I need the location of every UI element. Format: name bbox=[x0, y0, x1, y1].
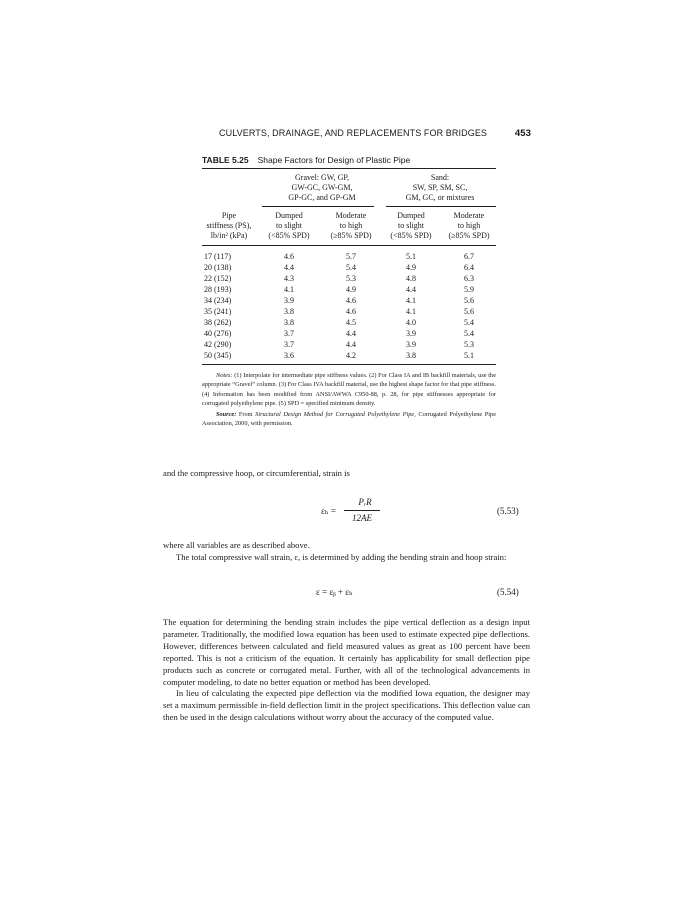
body-paragraph-3: The equation for determining the bending strain includes the pipe vertical deflection as a design input parameter. Traditionally, the modified Iowa equation has been used to estimate expected pipe deflections. However, differences between calculated and field measured values as great as 100 percent have been reported. This is not a criticism of the equation. It certainly has applicability for small deflection pipe products such as concrete or corrugated metal. Further, with all of the technological advancements in computer modeling, to date no better equation or method has been developed. In lieu of calculating the expected pipe deflection via the modified Iowa equation, the designer may set a maximum permissible in-field deflection limit in the project specifications. This deflection value can then be used in the design calculations without worry about the accuracy of the computed value. bbox=[163, 617, 530, 723]
table-cell-value: 3.9 bbox=[406, 329, 416, 338]
header-bottom-rule bbox=[202, 245, 496, 246]
table-cell-value: 4.8 bbox=[406, 274, 416, 283]
table-notes bbox=[202, 371, 496, 428]
header-gravel-dumped: Dumped to slight (<85% SPD) bbox=[268, 211, 310, 240]
table-cell-value: 3.8 bbox=[284, 307, 294, 316]
table-cell-value: 5.1 bbox=[464, 351, 474, 360]
table-cell-value: 5.6 bbox=[464, 296, 474, 305]
table-caption bbox=[202, 155, 410, 165]
table-cell-value: 6.3 bbox=[464, 274, 474, 283]
table-cell-stiffness: 38 (262) bbox=[204, 318, 232, 327]
body-paragraph-1: and the compressive hoop, or circumferential, strain is bbox=[163, 468, 350, 478]
table-cell-value: 3.7 bbox=[284, 329, 294, 338]
table-cell-value: 6.4 bbox=[464, 263, 474, 272]
table-cell-value: 4.4 bbox=[284, 263, 294, 272]
table-cell-value: 4.9 bbox=[406, 263, 416, 272]
header-gravel: Gravel: GW, GP, GW-GC, GW-GM, GP-GC, and GP-GM bbox=[288, 173, 356, 202]
table-cell-value: 4.5 bbox=[346, 318, 356, 327]
eq54-expression: ε = εᵦ + εₕ bbox=[316, 587, 353, 597]
table-cell-value: 4.4 bbox=[406, 285, 416, 294]
table-cell-value: 5.6 bbox=[464, 307, 474, 316]
table-top-rule bbox=[202, 168, 496, 169]
table-cell-stiffness: 34 (234) bbox=[204, 296, 232, 305]
header-pipe-stiffness: Pipe stiffness (PS), lb/in² (kPa) bbox=[206, 211, 252, 240]
table-cell-value: 6.7 bbox=[464, 252, 474, 261]
table-cell-value: 3.7 bbox=[284, 340, 294, 349]
table-cell-value: 4.1 bbox=[406, 307, 416, 316]
eq53-fraction-bar bbox=[344, 510, 380, 511]
table-cell-value: 3.9 bbox=[284, 296, 294, 305]
table-cell-value: 4.6 bbox=[346, 296, 356, 305]
header-gravel-moderate: Moderate to high (≥85% SPD) bbox=[330, 211, 372, 240]
table-cell-value: 3.9 bbox=[406, 340, 416, 349]
header-sand: Sand: SW, SP, SM, SC, GM, GC, or mixtures bbox=[405, 173, 475, 202]
table-cell-value: 4.4 bbox=[346, 340, 356, 349]
running-head-title: CULVERTS, DRAINAGE, AND REPLACEMENTS FOR BRIDGES bbox=[219, 128, 488, 138]
source-paragraph: Source: From Structural Design Method for Corrugated Polyethylene Pipe, Corrugated Polyethylene Pipe Association, 2000, with permission. bbox=[202, 410, 496, 428]
page-number: 453 bbox=[514, 128, 531, 139]
table-cell-stiffness: 28 (193) bbox=[204, 285, 232, 294]
table-cell-value: 5.9 bbox=[464, 285, 474, 294]
table-cell-value: 5.4 bbox=[464, 318, 474, 327]
table-cell-stiffness: 50 (345) bbox=[204, 351, 232, 360]
notes-paragraph: Notes: (1) Interpolate for intermediate pipe stiffness values. (2) For Class IA and IB backfill materials, use the appropriate “Gravel” column. (3) For Class IVA backfill material, use the highest shape factor for that pipe stiffness. (4) Information has been modified from ANSI/AWWA C950-88, p. 28, for pipe stiffnesses appropriate for corrugated polyethylene pipe. (5) SPD = specified minimum density. bbox=[202, 372, 496, 408]
table-cell-value: 5.3 bbox=[464, 340, 474, 349]
table-cell-value: 3.8 bbox=[406, 351, 416, 360]
eq53-numerator: PᵣR bbox=[358, 497, 372, 507]
table-cell-value: 3.6 bbox=[284, 351, 294, 360]
table-cell-value: 4.1 bbox=[284, 285, 294, 294]
table-cell-stiffness: 17 (117) bbox=[204, 252, 232, 261]
eq53-lhs: εₕ = bbox=[321, 506, 336, 516]
table-cell-value: 5.3 bbox=[346, 274, 356, 283]
table-cell-value: 3.8 bbox=[284, 318, 294, 327]
body-paragraph-2: where all variables are as described above. The total compressive wall strain, ε, is determined by adding the bending strain and hoop strain: bbox=[163, 540, 507, 562]
table-cell-stiffness: 42 (290) bbox=[204, 340, 232, 349]
table-cell-stiffness: 20 (138) bbox=[204, 263, 232, 272]
gravel-group-rule bbox=[262, 206, 374, 207]
table-title: Shape Factors for Design of Plastic Pipe bbox=[257, 155, 411, 165]
table-number: TABLE 5.25 bbox=[202, 155, 249, 165]
table-cell-value: 4.1 bbox=[406, 296, 416, 305]
table-cell-value: 4.6 bbox=[346, 307, 356, 316]
eq53-number: (5.53) bbox=[497, 506, 519, 516]
table-cell-value: 4.6 bbox=[284, 252, 294, 261]
eq53-denominator: 12AE bbox=[352, 513, 372, 523]
table-cell-value: 5.4 bbox=[346, 263, 356, 272]
table-cell-stiffness: 40 (276) bbox=[204, 329, 232, 338]
table-cell-value: 4.2 bbox=[346, 351, 356, 360]
header-sand-moderate: Moderate to high (≥85% SPD) bbox=[448, 211, 490, 240]
table-cell-value: 5.7 bbox=[346, 252, 356, 261]
eq54-number: (5.54) bbox=[497, 587, 519, 597]
table-cell-stiffness: 22 (152) bbox=[204, 274, 232, 283]
sand-group-rule bbox=[386, 206, 496, 207]
table-cell-stiffness: 35 (241) bbox=[204, 307, 232, 316]
table-cell-value: 5.4 bbox=[464, 329, 474, 338]
table-cell-value: 4.0 bbox=[406, 318, 416, 327]
header-sand-dumped: Dumped to slight (<85% SPD) bbox=[390, 211, 432, 240]
table-cell-value: 4.4 bbox=[346, 329, 356, 338]
table-cell-value: 4.9 bbox=[346, 285, 356, 294]
table-cell-value: 5.1 bbox=[406, 252, 416, 261]
table-cell-value: 4.3 bbox=[284, 274, 294, 283]
table-bottom-rule bbox=[202, 364, 496, 365]
